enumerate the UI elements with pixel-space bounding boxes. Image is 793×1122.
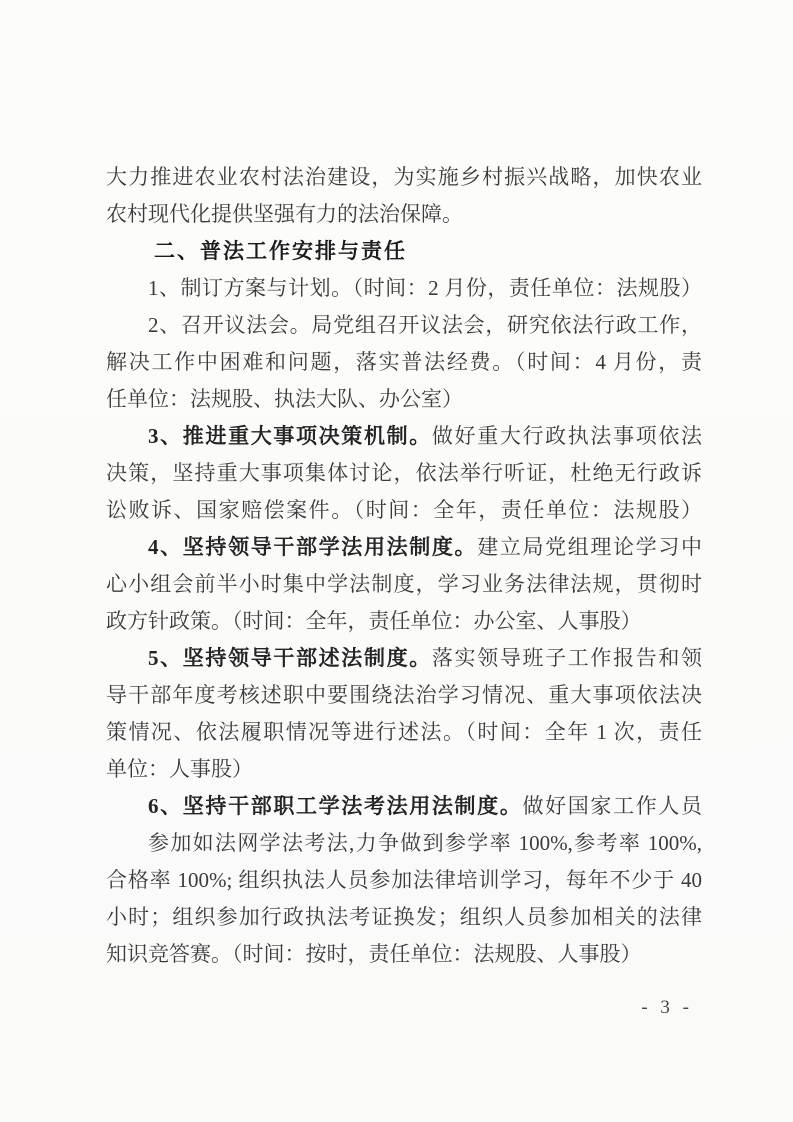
page-number: - 3 - — [641, 997, 693, 1018]
line-text: 政方针政策。（时间：全年，责任单位：办公室、人事股） — [106, 609, 642, 633]
line-text: 单位：人事股） — [106, 757, 253, 781]
line-text: 解决工作中困难和问题，落实普法经费。（时间：4 月份，责 — [106, 350, 702, 374]
line-text: 决策，坚持重大事项集体讨论，依法举行听证，杜绝无行政诉 — [106, 461, 702, 485]
line-text: 参加如法网学法考法,力争做到参学率 100%,参考率 100%, — [148, 831, 702, 855]
text-line — [106, 381, 702, 418]
item-title: 3、推进重大事项决策机制。 — [148, 424, 432, 448]
line-text: 大力推进农业农村法治建设，为实施乡村振兴战略，加快农业 — [106, 165, 702, 189]
item-title: 4、坚持领导干部学法用法制度。 — [148, 535, 478, 559]
line-text: 做好重大行政执法事项依法 — [431, 424, 702, 448]
text-line — [106, 714, 702, 751]
line-text: 落实领导班子工作报告和领 — [431, 646, 702, 670]
section-heading-text: 二、普法工作安排与责任 — [154, 240, 407, 263]
text-line — [106, 603, 702, 640]
list-item-line — [106, 418, 702, 455]
line-text: 导干部年度考核述职中要围绕法治学习情况、重大事项依法决 — [106, 683, 702, 707]
item-title: 5、坚持领导干部述法制度。 — [148, 646, 432, 670]
line-text: 知识竞答赛。（时间：按时，责任单位：法规股、人事股） — [106, 942, 642, 966]
line-text: 合格率 100%; 组织执法人员参加法律培训学习，每年不少于 40 — [106, 868, 702, 892]
line-text: 策情况、依法履职情况等进行述法。（时间：全年 1 次，责任 — [106, 720, 702, 744]
line-text: 讼败诉、国家赔偿案件。（时间：全年，责任单位：法规股） — [106, 498, 702, 522]
text-line — [106, 455, 702, 492]
line-text: 2、召开议法会。局党组召开议法会，研究依法行政工作， — [148, 313, 702, 337]
line-text: 心小组会前半小时集中学法制度，学习业务法律法规，贯彻时 — [106, 572, 702, 596]
line-text: 小时；组织参加行政执法考证换发；组织人员参加相关的法律 — [106, 905, 702, 929]
line-text: 建立局党组理论学习中 — [477, 535, 702, 559]
list-item-line — [106, 270, 702, 307]
list-item-line — [106, 307, 702, 344]
line-text: 1、制订方案与计划。（时间：2 月份，责任单位：法规股） — [148, 276, 702, 300]
line-text: 农村现代化提供坚强有力的法治保障。 — [106, 202, 463, 226]
section-heading — [106, 233, 702, 270]
list-item-line — [106, 529, 702, 566]
text-line — [106, 825, 702, 862]
line-text: 做好国家工作人员 — [522, 794, 702, 818]
document-body — [106, 159, 702, 973]
text-line — [106, 899, 702, 936]
text-line — [106, 677, 702, 714]
text-line — [106, 196, 702, 233]
item-title: 6、坚持干部职工学法考法用法制度。 — [148, 794, 523, 818]
list-item-line — [106, 788, 702, 825]
list-item-line — [106, 640, 702, 677]
text-line — [106, 492, 702, 529]
text-line — [106, 751, 702, 788]
line-text: 任单位：法规股、执法大队、办公室） — [106, 387, 463, 411]
text-line — [106, 936, 702, 973]
text-line — [106, 566, 702, 603]
text-line — [106, 159, 702, 196]
text-line — [106, 862, 702, 899]
text-line — [106, 344, 702, 381]
